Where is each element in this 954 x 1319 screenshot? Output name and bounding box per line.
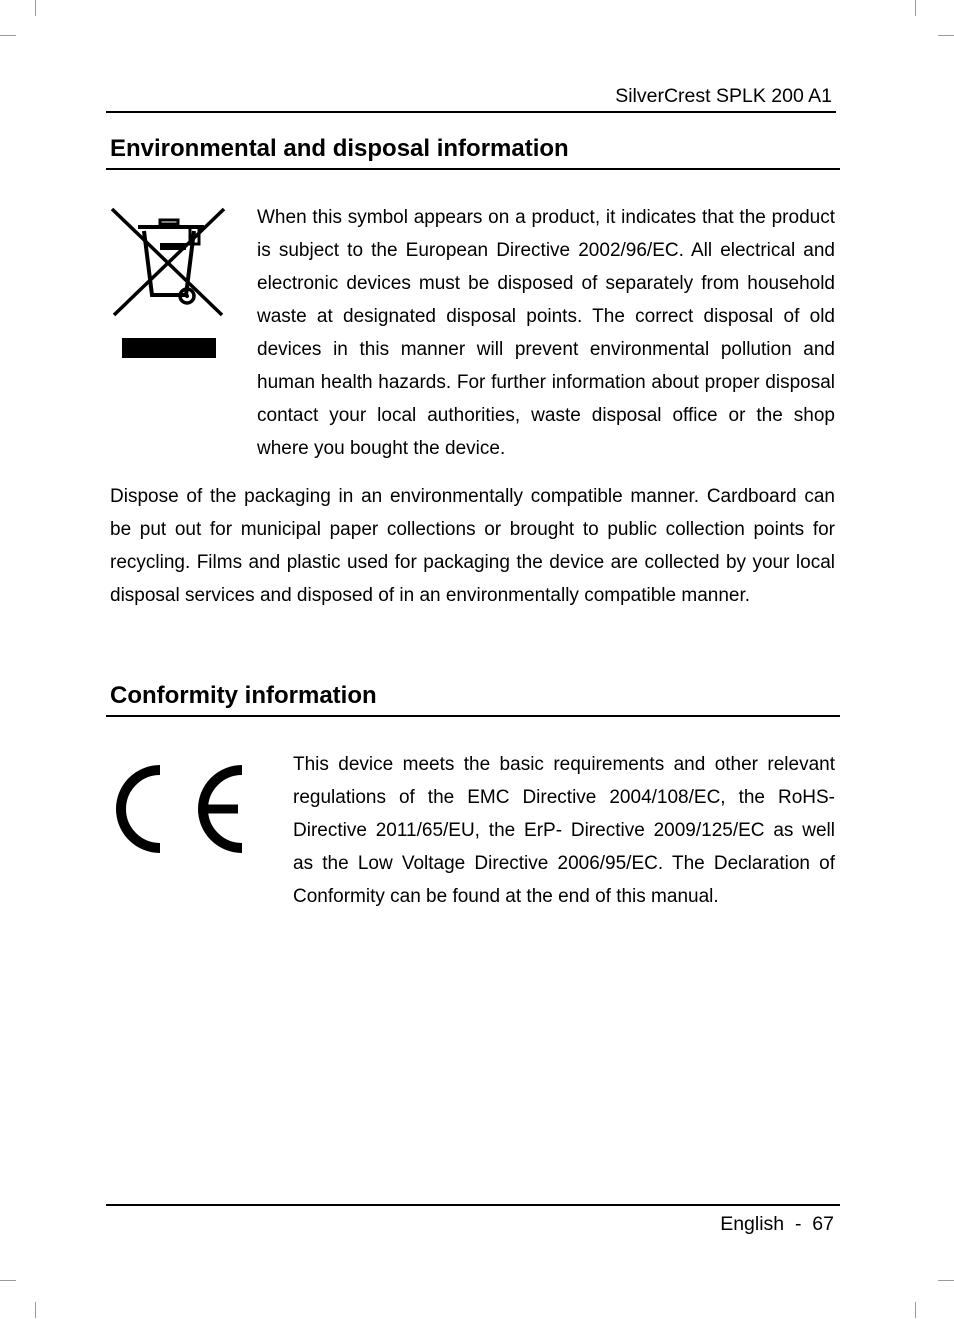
section-heading-conformity: Conformity information bbox=[110, 682, 377, 709]
crop-mark-bottom-left-h bbox=[0, 1280, 16, 1281]
crossed-out-wheelie-bin-icon bbox=[110, 207, 228, 361]
packaging-paragraph: Dispose of the packaging in an environmentally compatible manner. Cardboard can be put out for municipal paper collections or brought to public collection points for recycling. Films and plastic used for packaging the device are collected by your local disposal services and disposed of in an environmentally compatible manner. bbox=[110, 486, 835, 606]
page-number: English - 67 bbox=[720, 1213, 834, 1235]
ce-mark-icon bbox=[112, 760, 248, 858]
weee-paragraph: When this symbol appears on a product, it indicates that the product is subject to the European Directive 2002/96/EC. All electrical and electronic devices must be disposed of separately from household waste at designated disposal points. The correct disposal of old devices in this manner will prevent environmental pollution and human health hazards. For further information about proper disposal contact your local authorities, waste disposal office or the shop where you bought the device. bbox=[257, 207, 835, 459]
conformity-paragraph: This device meets the basic requirements and other relevant regulations of the EMC Directive 2004/108/EC, the RoHS-Directive 2011/65/EU, the ErP- Directive 2009/125/EC as well as the Low Voltage Directive 2006/95/EC. The Declaration of Conformity can be found at the end of this manual. bbox=[293, 754, 835, 907]
section-heading-environmental: Environmental and disposal information bbox=[110, 135, 569, 162]
crop-mark-top-left-h bbox=[0, 35, 16, 36]
crop-mark-top-right-h bbox=[938, 35, 954, 36]
footer-rule bbox=[106, 1204, 840, 1206]
crop-mark-top-left bbox=[35, 0, 36, 16]
header-rule bbox=[106, 111, 836, 113]
section-rule-conformity bbox=[106, 715, 840, 717]
crop-mark-bottom-left bbox=[35, 1302, 36, 1318]
crop-mark-top-right bbox=[915, 0, 916, 16]
crop-mark-bottom-right bbox=[915, 1302, 916, 1318]
section-rule-environmental bbox=[106, 168, 840, 170]
crop-mark-bottom-right-h bbox=[938, 1280, 954, 1281]
running-header: SilverCrest SPLK 200 A1 bbox=[615, 85, 832, 107]
